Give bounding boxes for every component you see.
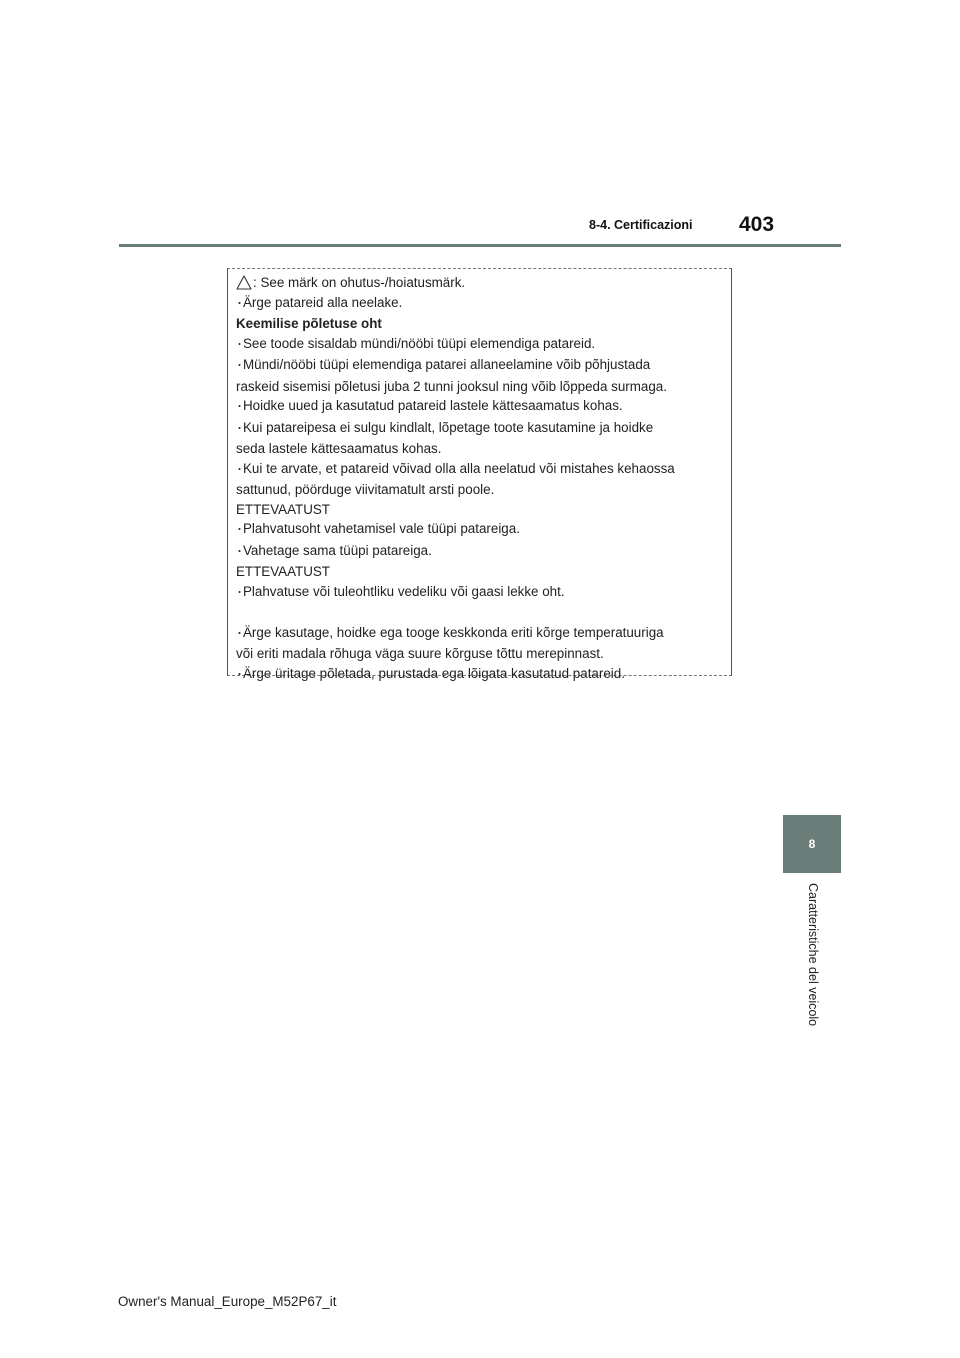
caution-heading: ETTEVAATUST bbox=[236, 564, 330, 579]
list-item-continuation: või eriti madala rõhuga väga suure kõrguse tõttu merepinnast. bbox=[236, 646, 604, 661]
chapter-label: Caratteristiche del veicolo bbox=[806, 883, 820, 1027]
chapter-tab bbox=[783, 815, 841, 873]
footer-text: Owner's Manual_Europe_M52P67_it bbox=[118, 1294, 337, 1309]
list-item: ・ Mündi/nööbi tüüpi elemendiga patarei allaneelamine võib põhjustada bbox=[236, 355, 725, 377]
list-item: ・ Ärge kasutage, hoidke ega tooge keskkonda eriti kõrge temperatuuriga bbox=[236, 623, 725, 645]
list-item: ・ Plahvatusoht vahetamisel vale tüüpi patareiga. bbox=[236, 519, 725, 541]
list-item: ・ Plahvatuse või tuleohtliku vedeliku või gaasi lekke oht. bbox=[236, 582, 725, 604]
list-item-continuation: sattunud, pöörduge viivitamatult arsti poole. bbox=[236, 482, 495, 497]
list-item: ・ Hoidke uued ja kasutatud patareid lastele kättesaamatus kohas. bbox=[236, 396, 725, 418]
caution-heading: ETTEVAATUST bbox=[236, 501, 330, 517]
list-item: ・ Kui te arvate, et patareid võivad olla alla neelatud või mistahes kehaossa bbox=[236, 459, 725, 481]
spacer bbox=[236, 603, 725, 623]
warning-box bbox=[227, 268, 732, 681]
warning-symbol-text: : See märk on ohutus-/hoiatusmärk. bbox=[253, 275, 466, 290]
list-item: ・ Vahetage sama tüüpi patareiga. bbox=[236, 541, 725, 563]
section-title: 8-4. Certificazioni bbox=[589, 218, 693, 232]
warning-triangle-icon bbox=[236, 275, 252, 290]
list-item-continuation: raskeid sisemisi põletusi juba 2 tunni jooksul ning võib lõppeda surmaga. bbox=[236, 378, 667, 394]
list-item: ・ Ärge patareid alla neelake. bbox=[236, 293, 725, 315]
list-item: ・ Ärge üritage põletada, purustada ega lõigata kasutatud patareid. bbox=[236, 664, 725, 686]
chapter-number: 8 bbox=[808, 837, 816, 851]
warning-symbol-line bbox=[236, 273, 725, 293]
list-item: ・ Kui patareipesa ei sulgu kindlalt, lõpetage toote kasutamine ja hoidke bbox=[236, 418, 725, 440]
list-item-continuation: seda lastele kättesaamatus kohas. bbox=[236, 441, 442, 456]
list-item: ・ See toode sisaldab mündi/nööbi tüüpi elemendiga patareid. bbox=[236, 334, 725, 356]
section-heading: Keemilise põletuse oht bbox=[236, 316, 382, 331]
header-divider bbox=[119, 244, 841, 247]
page-number: 403 bbox=[739, 213, 775, 236]
warning-box-content bbox=[236, 273, 725, 685]
